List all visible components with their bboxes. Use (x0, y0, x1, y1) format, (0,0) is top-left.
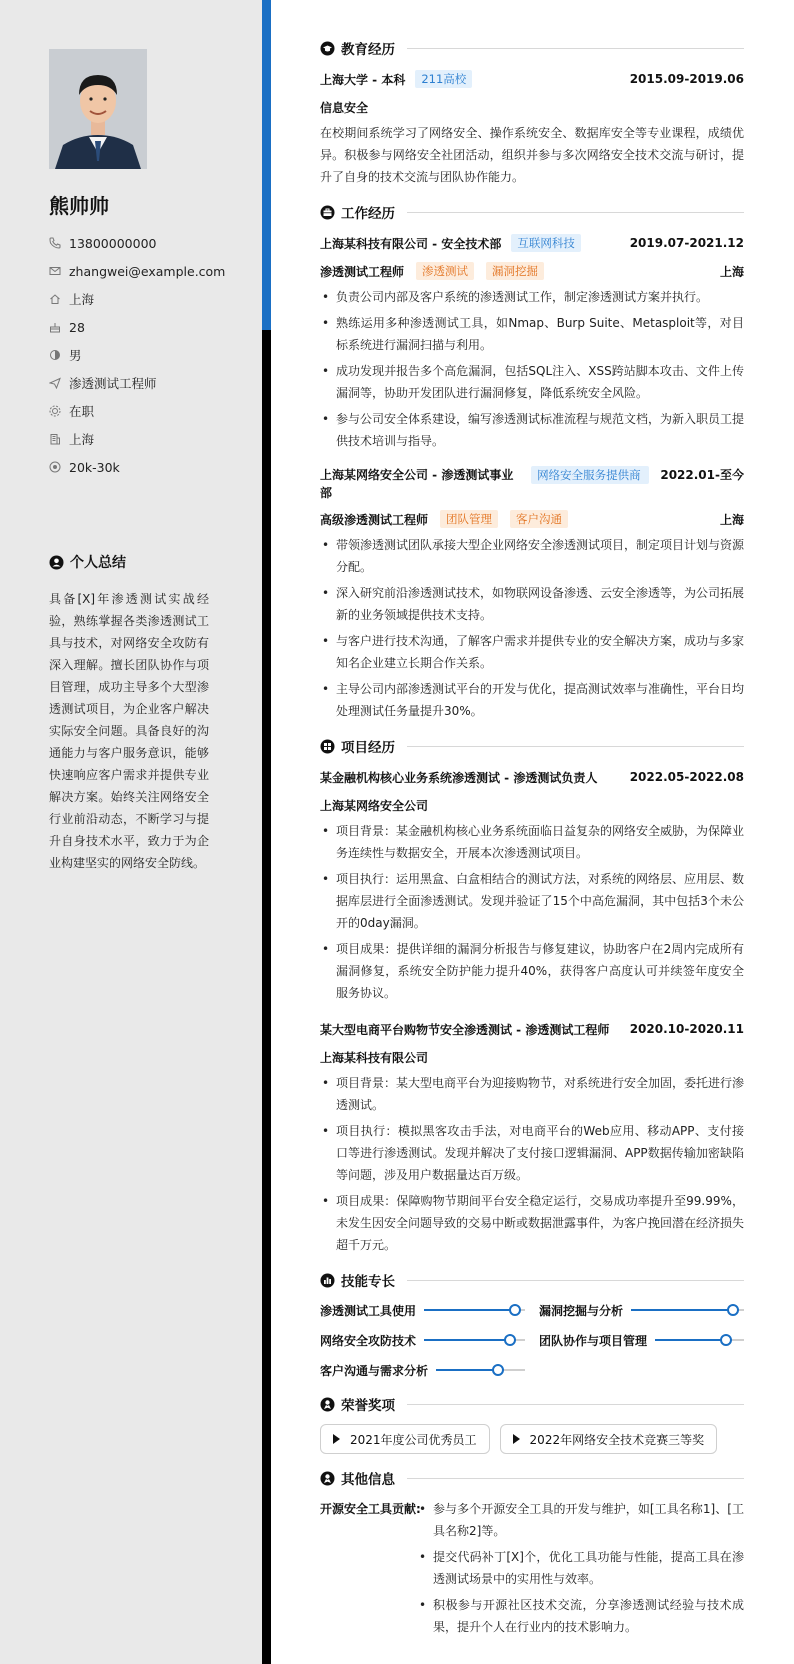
job-bullets (320, 534, 744, 722)
section-header (320, 34, 744, 62)
list-item: • 项目执行：运用黑盒、白盒相结合的测试方法，对系统的网络层、应用层、数据库层进行全面渗透测试。发现并验证了15个中高危漏洞，其中包括3个未公开的0day漏洞。 (320, 868, 744, 934)
list-item: • 深入研究前沿渗透测试技术，如物联网设备渗透、云安全渗透等，为公司拓展新的业务领域提供技术支持。 (320, 582, 744, 626)
projects-section (320, 732, 744, 1256)
list-item: • 主导公司内部渗透测试平台的开发与优化，提高测试效率与准确性，平台日均处理测试任务量提升30%。 (320, 678, 744, 722)
major-name: 信息安全 (320, 100, 369, 115)
info-text: 20k-30k (69, 459, 120, 475)
skill-name: 渗透测试工具使用 (320, 1303, 417, 1318)
phone-icon (49, 237, 61, 249)
skill-bar (424, 1339, 525, 1341)
award-item (320, 1424, 490, 1454)
education-desc: 在校期间系统学习了网络安全、操作系统安全、数据库安全等专业课程，成绩优异。积极参与网络安全社团活动，组织并参与多次网络安全技术交流与研讨，提升了自身的技术交流与团队协作能力。 (320, 126, 744, 184)
job-city: 上海 (719, 512, 744, 527)
list-item: • 参与公司安全体系建设，编写渗透测试标准流程与规范文档，为新入职员工提供技术培训与指导。 (320, 408, 744, 452)
project-date: 2020.10-2020.11 (629, 1022, 744, 1036)
job-entry (320, 232, 744, 452)
section-divider (407, 1478, 744, 1479)
divider-bar (262, 330, 271, 1664)
info-location (49, 285, 254, 313)
job-date: 2019.07-2021.12 (629, 236, 744, 250)
skill-name: 网络安全攻防技术 (320, 1333, 417, 1348)
skill-item (320, 1300, 525, 1320)
project-name: 某大型电商平台购物节安全渗透测试 - 渗透测试工程师 (320, 1022, 610, 1037)
job-bullets (320, 286, 744, 452)
bar-chart-icon (320, 1273, 335, 1288)
money-icon (49, 461, 61, 473)
skill-name: 漏洞挖掘与分析 (539, 1303, 624, 1318)
info-email (49, 257, 254, 285)
list-item: • 熟练运用多种渗透测试工具，如Nmap、Burp Suite、Metasploit等，对目标系统进行漏洞扫描与利用。 (320, 312, 744, 356)
info-text: 渗透测试工程师 (69, 376, 157, 391)
avatar (49, 49, 147, 169)
cake-icon (49, 321, 61, 333)
section-header (320, 1464, 744, 1492)
list-item: • 项目成果：保障购物节期间平台安全稳定运行，交易成功率提升至99.99%，未发生因安全问题导致的交易中断或数据泄露事件，为客户挽回潜在经济损失超千万元。 (320, 1190, 744, 1256)
info-text: 男 (69, 348, 82, 363)
job-role: 渗透测试工程师 (320, 264, 405, 279)
info-position (49, 369, 254, 397)
home-icon (49, 293, 61, 305)
list-item: • 提交代码补丁[X]个，优化工具功能与性能，提高工具在渗透测试场景中的实用性与效率。 (417, 1546, 744, 1590)
section-divider (407, 1280, 744, 1281)
project-org-row (320, 1046, 744, 1068)
job-header (320, 232, 744, 254)
major-row (320, 96, 744, 118)
skill-bar (436, 1369, 525, 1371)
skill-bar (655, 1339, 744, 1341)
award-text: 2022年网络安全技术竞赛三等奖 (529, 1432, 705, 1447)
job-tag: 客户沟通 (510, 510, 568, 528)
education-row (320, 68, 744, 90)
job-city: 上海 (719, 264, 744, 279)
project-entry (320, 766, 744, 1004)
other-entry (320, 1498, 744, 1642)
section-title: 其他信息 (341, 1472, 395, 1488)
list-item: • 带领渗透测试团队承接大型企业网络安全渗透测试项目，制定项目计划与资源分配。 (320, 534, 744, 578)
summary-heading (49, 552, 126, 572)
section-header (320, 1390, 744, 1418)
other-bullets (417, 1498, 744, 1642)
education-section (320, 34, 744, 188)
project-header (320, 1018, 744, 1040)
award-icon (320, 1397, 335, 1412)
list-item: • 成功发现并报告多个高危漏洞，包括SQL注入、XSS跨站脚本攻击、文件上传漏洞等，协助开发团队进行漏洞修复，降低系统安全风险。 (320, 360, 744, 404)
skill-knob (509, 1304, 521, 1316)
job-tag: 漏洞挖掘 (486, 262, 544, 280)
accent-bar (262, 0, 271, 330)
job-role-row (320, 260, 744, 282)
skills-section (320, 1266, 744, 1380)
info-text: 28 (69, 319, 85, 335)
job-date: 2022.01-至今 (660, 468, 744, 482)
other-section (320, 1464, 744, 1642)
info-text: 上海 (69, 432, 95, 447)
project-bullets (320, 1072, 744, 1256)
skill-bar (631, 1309, 744, 1311)
section-header (320, 732, 744, 760)
summary-title: 个人总结 (70, 555, 126, 571)
project-bullets (320, 820, 744, 1004)
skills-grid (320, 1300, 744, 1380)
job-tag: 团队管理 (440, 510, 498, 528)
list-item: • 项目执行：模拟黑客攻击手法，对电商平台的Web应用、移动APP、支付接口等进行渗透测试。发现并解决了支付接口逻辑漏洞、APP数据传输加密缺陷等问题，涉及用户数据量达百万级。 (320, 1120, 744, 1186)
skill-knob (720, 1334, 732, 1346)
project-org: 上海某网络安全公司 (320, 798, 429, 813)
job-company: 上海某网络安全公司 - 渗透测试事业部 (320, 468, 514, 500)
section-title: 荣誉奖项 (341, 1398, 395, 1414)
contact-info-list (49, 229, 254, 481)
main-content (320, 34, 744, 1652)
job-company: 上海某科技有限公司 - 安全技术部 (320, 236, 502, 251)
school-tag: 211高校 (415, 70, 472, 88)
skill-knob (727, 1304, 739, 1316)
job-industry-tag: 互联网科技 (511, 234, 581, 252)
info-text: 上海 (69, 292, 95, 307)
project-date: 2022.05-2022.08 (629, 770, 744, 784)
graduation-cap-icon (320, 41, 335, 56)
play-icon (513, 1434, 520, 1444)
job-header (320, 466, 744, 502)
send-icon (49, 377, 61, 389)
skill-item (539, 1300, 744, 1320)
skill-bar (424, 1309, 525, 1311)
skill-item (539, 1330, 744, 1350)
skill-knob (504, 1334, 516, 1346)
list-item: • 项目背景：某大型电商平台为迎接购物节，对系统进行安全加固，委托进行渗透测试。 (320, 1072, 744, 1116)
skill-item (320, 1330, 525, 1350)
info-phone (49, 229, 254, 257)
info-text: 在职 (69, 404, 95, 419)
section-title: 技能专长 (341, 1274, 395, 1290)
list-item: • 负责公司内部及客户系统的渗透测试工作，制定渗透测试方案并执行。 (320, 286, 744, 308)
info-status (49, 397, 254, 425)
section-divider (407, 212, 744, 213)
job-role: 高级渗透测试工程师 (320, 512, 429, 527)
list-item: • 项目成果：提供详细的漏洞分析报告与修复建议，协助客户在2周内完成所有漏洞修复，系统安全防护能力提升40%，获得客户高度认可并续签年度安全服务协议。 (320, 938, 744, 1004)
gender-icon (49, 349, 61, 361)
list-item: • 项目背景：某金融机构核心业务系统面临日益复杂的网络安全威胁，为保障业务连续性与数据安全，开展本次渗透测试项目。 (320, 820, 744, 864)
job-role-row (320, 508, 744, 530)
section-divider (407, 1404, 744, 1405)
skill-name: 团队协作与项目管理 (539, 1333, 648, 1348)
skill-name: 客户沟通与需求分析 (320, 1363, 429, 1378)
ribbon-icon (320, 1471, 335, 1486)
summary-text: 具备[X]年渗透测试实战经验，熟练掌握各类渗透测试工具与技术，对网络安全攻防有深入理解。擅长团队协作与项目管理，成功主导多个大型渗透测试项目，为企业客户解决实际安全问题。具备良好的沟通能力与客户服务意识，能够快速响应客户需求并提供专业解决方案。始终关注网络安全行业前沿动态，不断学习与提升自身技术水平，致力于为企业构建坚实的网络安全防线。 (49, 592, 209, 870)
info-city (49, 425, 254, 453)
list-item: • 与客户进行技术沟通，了解客户需求并提供专业的安全解决方案，成功与多家知名企业建立长期合作关系。 (320, 630, 744, 674)
email-icon (49, 265, 61, 277)
section-divider (407, 48, 744, 49)
award-item (500, 1424, 718, 1454)
school-name: 上海大学 - 本科 (320, 72, 406, 87)
job-entry (320, 466, 744, 722)
project-name: 某金融机构核心业务系统渗透测试 - 渗透测试负责人 (320, 770, 598, 785)
info-age (49, 313, 254, 341)
skill-knob (492, 1364, 504, 1376)
work-section (320, 198, 744, 722)
info-gender (49, 341, 254, 369)
section-header (320, 1266, 744, 1294)
info-text: zhangwei@example.com (69, 263, 226, 279)
award-text: 2021年度公司优秀员工 (350, 1432, 477, 1447)
job-tag: 渗透测试 (416, 262, 474, 280)
project-entry (320, 1018, 744, 1256)
info-text: 13800000000 (69, 235, 157, 251)
list-item: • 参与多个开源安全工具的开发与维护，如[工具名称1]、[工具名称2]等。 (417, 1498, 744, 1542)
skill-item (320, 1360, 525, 1380)
avatar-image (49, 49, 147, 169)
awards-section (320, 1390, 744, 1454)
job-industry-tag: 网络安全服务提供商 (531, 466, 649, 484)
play-icon (333, 1434, 340, 1444)
project-org: 上海某科技有限公司 (320, 1050, 429, 1065)
education-date: 2015.09-2019.06 (629, 72, 744, 86)
candidate-name: 熊帅帅 (49, 194, 109, 218)
section-title: 项目经历 (341, 740, 395, 756)
list-item: • 积极参与开源社区技术交流，分享渗透测试经验与技术成果，提升个人在行业内的技术影响力。 (417, 1594, 744, 1638)
building-icon (49, 433, 61, 445)
project-header (320, 766, 744, 788)
status-icon (49, 405, 61, 417)
section-title: 工作经历 (341, 206, 395, 222)
grid-icon (320, 739, 335, 754)
section-title: 教育经历 (341, 42, 395, 58)
section-divider (407, 746, 744, 747)
project-org-row (320, 794, 744, 816)
info-salary (49, 453, 254, 481)
other-label: 开源安全工具贡献: (320, 1502, 421, 1516)
section-header (320, 198, 744, 226)
user-circle-icon (49, 555, 64, 570)
awards-list (320, 1424, 744, 1454)
briefcase-icon (320, 205, 335, 220)
